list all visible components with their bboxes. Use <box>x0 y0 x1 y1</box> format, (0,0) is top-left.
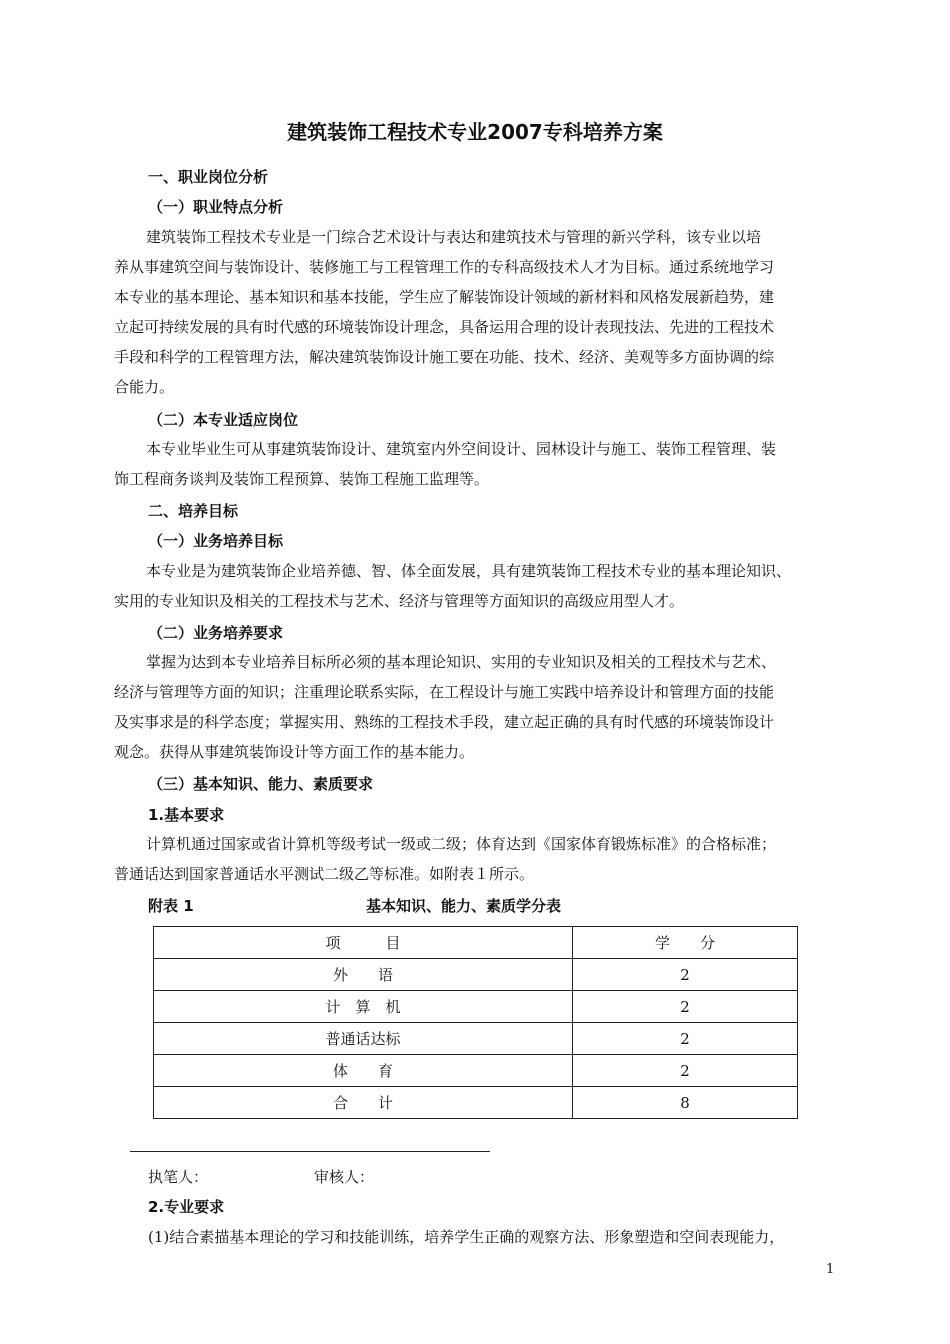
table-cell: 2 <box>573 1055 798 1087</box>
paragraph-line: 本专业毕业生可从事建筑装饰设计、建筑室内外空间设计、园林设计与施工、装饰工程管理、装 <box>146 440 777 458</box>
section-1-2-heading: （二）本专业适应岗位 <box>148 411 299 429</box>
paragraph-line: 立起可持续发展的具有时代感的环境装饰设计理念，具备运用合理的设计表现技法、先进的工程技术 <box>114 318 775 336</box>
paragraph-line: 经济与管理等方面的知识；注重理论联系实际，在工程设计与施工实践中培养设计和管理方面的技能 <box>114 683 775 701</box>
writer-label: 执笔人： <box>148 1168 209 1186</box>
table-cell: 体 育 <box>154 1055 573 1087</box>
paragraph-line: 建筑装饰工程技术专业是一门综合艺术设计与表达和建筑技术与管理的新兴学科，该专业以培 <box>146 228 762 246</box>
paragraph-line: 观念。获得从事建筑装饰设计等方面工作的基本能力。 <box>114 743 475 761</box>
section-2-heading: 二、培养目标 <box>148 502 239 520</box>
table-caption: 基本知识、能力、素质学分表 <box>366 897 562 915</box>
page-number: 1 <box>826 1262 835 1277</box>
table-row <box>154 1087 798 1119</box>
paragraph-line: 手段和科学的工程管理方法，解决建筑装饰设计施工要在功能、技术、经济、美观等多方面协调的综 <box>114 348 775 366</box>
table-label: 附表 1 <box>148 897 194 915</box>
section-2-2-heading: （二）业务培养要求 <box>148 624 284 642</box>
paragraph-line: 计算机通过国家或省计算机等级考试一级或二级；体育达到《国家体育锻炼标准》的合格标准； <box>146 835 777 853</box>
basic-requirements-paragraph <box>114 829 844 889</box>
reviewer-label: 审核人： <box>314 1168 375 1186</box>
table-header-cell: 学 分 <box>573 927 798 959</box>
table-row <box>154 1023 798 1055</box>
page-title: 建筑装饰工程技术专业2007专科培养方案 <box>287 120 663 144</box>
section-1-1-paragraph <box>114 222 844 402</box>
section-2-3-heading: （三）基本知识、能力、素质要求 <box>148 775 374 793</box>
table-cell: 合 计 <box>154 1087 573 1119</box>
table-row <box>154 991 798 1023</box>
paragraph-line: 本专业是为建筑装饰企业培养德、智、体全面发展，具有建筑装饰工程技术专业的基本理论知识、 <box>146 562 792 580</box>
section-2-1-paragraph <box>114 556 844 616</box>
table-cell: 普通话达标 <box>154 1023 573 1055</box>
paragraph-line: 养从事建筑空间与装饰设计、装修施工与工程管理工作的专科高级技术人才为目标。通过系统地学习 <box>114 258 775 276</box>
professional-requirements-line: (1)结合素描基本理论的学习和技能训练，培养学生正确的观察方法、形象塑造和空间表现能力， <box>148 1228 785 1246</box>
table-cell: 外 语 <box>154 959 573 991</box>
paragraph-line: 及实事求是的科学态度；掌握实用、熟练的工程技术手段，建立起正确的具有时代感的环境装饰设计 <box>114 713 775 731</box>
paragraph-line: 合能力。 <box>114 378 175 396</box>
section-2-2-paragraph <box>114 647 844 767</box>
paragraph-line: 饰工程商务谈判及装饰工程预算、装饰工程施工监理等。 <box>114 470 490 488</box>
section-1-heading: 一、职业岗位分析 <box>148 168 269 186</box>
section-1-2-paragraph <box>114 434 844 494</box>
table-cell: 2 <box>573 1023 798 1055</box>
table-header-cell: 项 目 <box>154 927 573 959</box>
paragraph-line: 本专业的基本理论、基本知识和基本技能，学生应了解装饰设计领域的新材料和风格发展新趋势，建 <box>114 288 775 306</box>
professional-requirements-heading: 2.专业要求 <box>148 1198 225 1216</box>
table-header-row <box>154 927 798 959</box>
paragraph-line: 掌握为达到本专业培养目标所必须的基本理论知识、实用的专业知识及相关的工程技术与艺术、 <box>146 653 777 671</box>
section-1-1-heading: （一）职业特点分析 <box>148 198 284 216</box>
table-row <box>154 959 798 991</box>
basic-requirements-heading: 1.基本要求 <box>148 806 225 824</box>
table-cell: 2 <box>573 991 798 1023</box>
paragraph-line: 普通话达到国家普通话水平测试二级乙等标准。如附表１所示。 <box>114 865 535 883</box>
footnote-divider <box>130 1151 490 1152</box>
table-cell: 8 <box>573 1087 798 1119</box>
table-cell: 计 算 机 <box>154 991 573 1023</box>
table-row <box>154 1055 798 1087</box>
section-2-1-heading: （一）业务培养目标 <box>148 532 284 550</box>
credits-table <box>153 926 798 1119</box>
paragraph-line: 实用的专业知识及相关的工程技术与艺术、经济与管理等方面知识的高级应用型人才。 <box>114 592 685 610</box>
table-cell: 2 <box>573 959 798 991</box>
